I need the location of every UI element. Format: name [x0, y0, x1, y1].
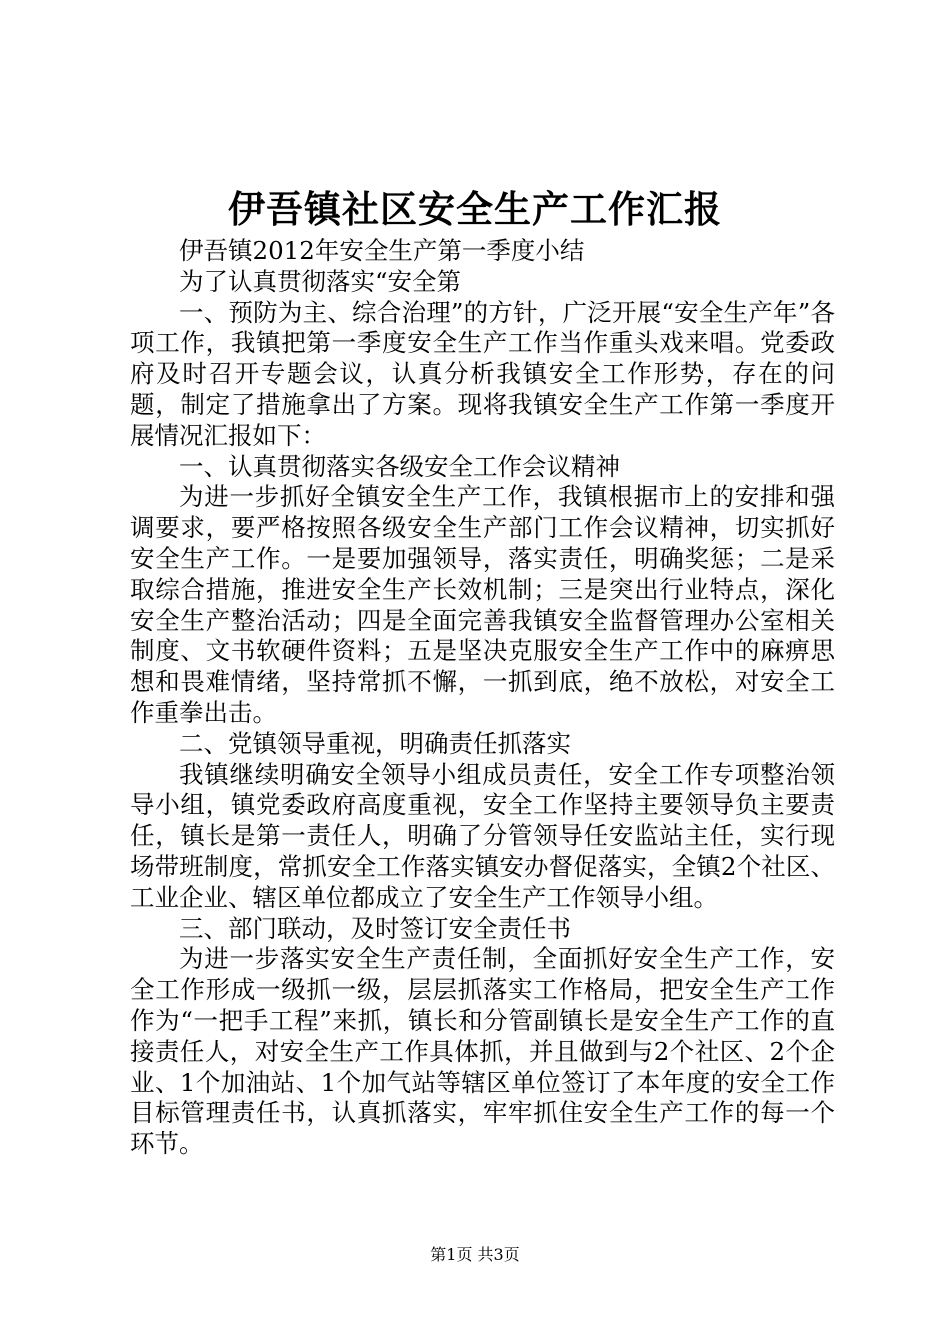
section-heading-2: 二、党镇领导重视，明确责任抓落实 [179, 728, 571, 758]
page-footer: 第1页 共3页 [430, 1245, 520, 1264]
section-heading-3: 三、部门联动，及时签订安全责任书 [179, 913, 571, 943]
section-body-1: 为进一步抓好全镇安全生产工作，我镇根据市上的安排和强调要求，要严格按照各级安全生产部门工作会议精神，切实抓好安全生产工作。一是要加强领导，落实责任，明确奖惩；二是采取综合措施，推进安全生产长效机制；三是突出行业特点，深化安全生产整治活动；四是全面完善我镇安全监督管理办公室相关制度、文书软硬件资料；五是坚决克服安全生产工作中的麻痹思想和畏难情绪，坚持常抓不懈，一抓到底，绝不放松，对安全工作重拳出击。 [130, 482, 835, 727]
paragraph-subtitle: 伊吾镇2012年安全生产第一季度小结 [179, 236, 585, 265]
section-body-3: 为进一步落实安全生产责任制，全面抓好安全生产工作，安全工作形成一级抓一级，层层抓落实工作格局，把安全生产工作作为“一把手工程”来抓，镇长和分管副镇长是安全生产工作的直接责任人，对安全生产工作具体抓，并且做到与2个社区、2个企业、1个加油站、1个加气站等辖区单位签订了本年度的安全工作目标管理责任书，认真抓落实，牢牢抓住安全生产工作的每一个环节。 [130, 944, 835, 1159]
document-title: 伊吾镇社区安全生产工作汇报 [228, 187, 722, 231]
section-heading-1: 一、认真贯彻落实各级安全工作会议精神 [179, 451, 620, 481]
section-body-2: 我镇继续明确安全领导小组成员责任，安全工作专项整治领导小组，镇党委政府高度重视，安全工作坚持主要领导负主要责任，镇长是第一责任人，明确了分管领导任安监站主任，实行现场带班制度，常抓安全工作落实镇安办督促落实，全镇2个社区、工业企业、辖区单位都成立了安全生产工作领导小组。 [130, 759, 835, 912]
paragraph-intro-1: 为了认真贯彻落实“安全第 [179, 266, 462, 296]
document-body [130, 236, 835, 1160]
paragraph-intro-2: 一、预防为主、综合治理”的方针，广泛开展“安全生产年”各项工作，我镇把第一季度安全生产工作当作重头戏来唱。党委政府及时召开专题会议，认真分析我镇安全工作形势，存在的问题，制定了措施拿出了方案。现将我镇安全生产工作第一季度开展情况汇报如下： [130, 297, 835, 450]
